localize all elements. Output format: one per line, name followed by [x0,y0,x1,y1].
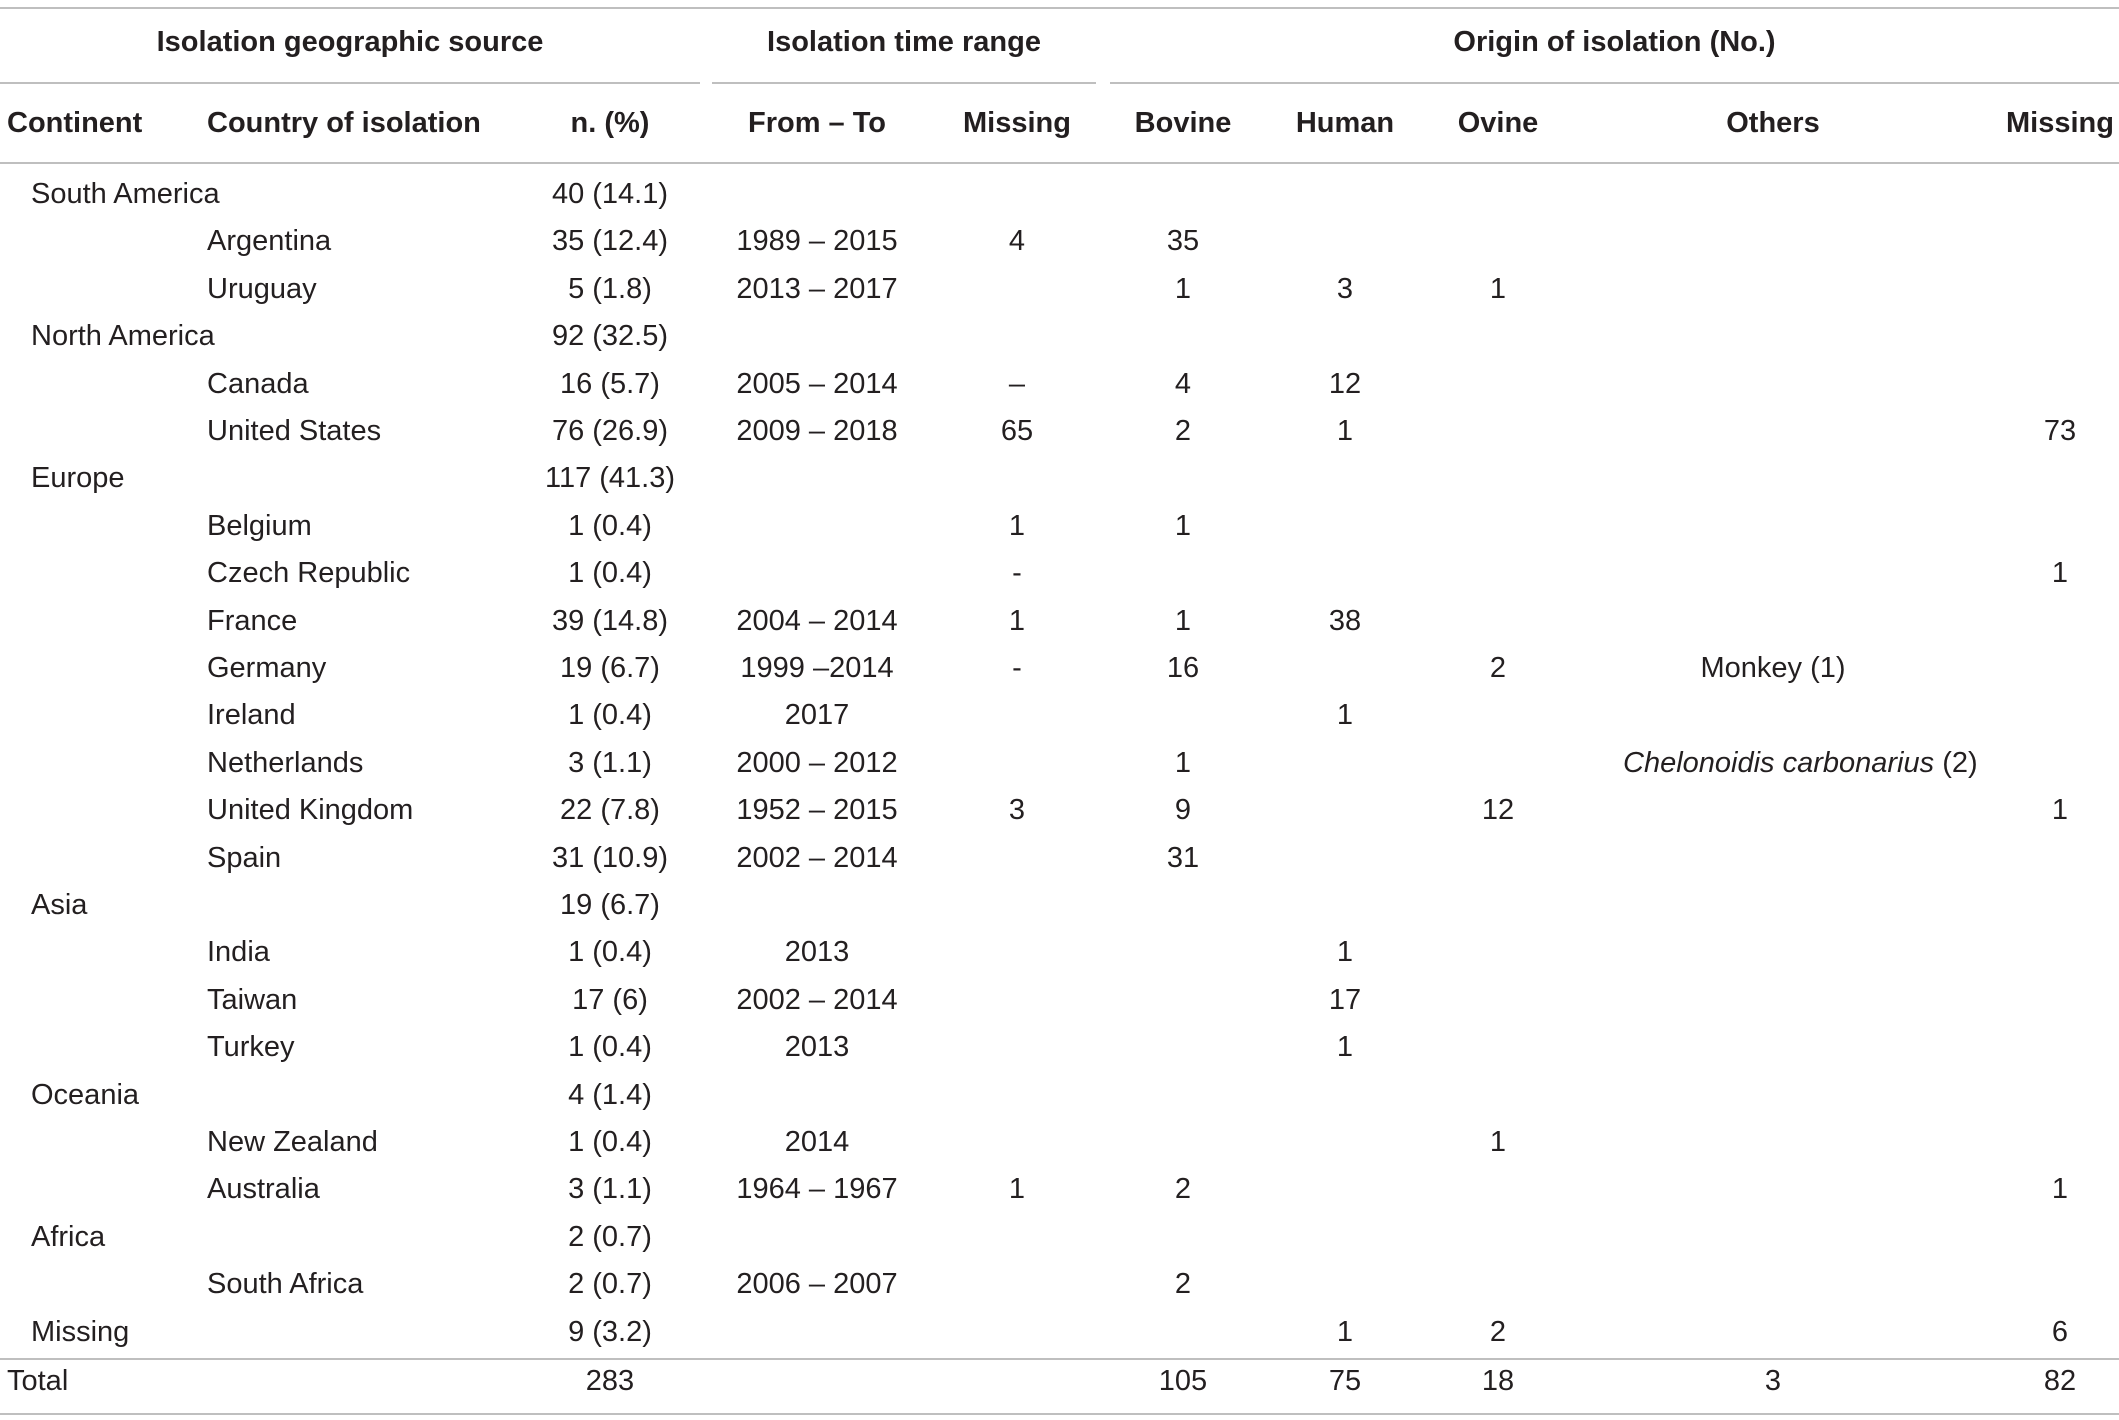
group-header-geo: Isolation geographic source [156,26,544,58]
cell-ovine: 2 [1489,1315,1507,1348]
cell-time-missing: 1 [1008,1173,1026,1206]
cell-country: Belgium [207,509,312,542]
cell-from-to: 2002 – 2014 [736,841,898,874]
cell-continent: Asia [31,889,88,921]
cell-ovine: 12 [1481,794,1515,827]
cell-n-pct: 2 (0.7) [568,1268,652,1301]
cell-continent: Europe [31,462,125,495]
table-row [0,882,2119,929]
group-rule-time [712,82,1096,84]
cell-n-pct: 1 (0.4) [568,1126,652,1158]
cell-n-pct: 3 (1.1) [568,1173,652,1206]
col-header-origin-missing: Missing [2006,107,2114,139]
cell-n-pct: 1 (0.4) [568,509,652,542]
cell-human: 17 [1328,983,1362,1016]
col-header-country: Country of isolation [207,107,481,139]
table-row [0,598,2119,645]
cell-time-missing: 4 [1008,225,1026,258]
cell-country: Czech Republic [207,557,411,590]
cell-n-pct: 9 (3.2) [568,1315,652,1348]
cell-n-pct: 1 (0.4) [568,699,652,732]
cell-country: Canada [207,367,309,400]
cell-country: Netherlands [207,746,364,779]
cell-country: France [207,604,298,637]
cell-n-pct: 35 (12.4) [551,225,669,258]
cell-human: 3 [1336,272,1354,305]
cell-country: Turkey [207,1031,295,1064]
cell-n-pct: 19 (6.7) [560,652,660,684]
cell-n-pct: 76 (26.9) [551,415,669,447]
cell-country: United Kingdom [207,794,414,827]
cell-from-to: 2004 – 2014 [736,604,898,637]
cell-human: 38 [1328,604,1362,637]
total-origin-missing: 82 [2043,1365,2077,1397]
col-header-continent: Continent [7,107,143,139]
cell-from-to: 2013 – 2017 [736,272,898,305]
cell-from-to: 1964 – 1967 [736,1173,898,1206]
total-ovine: 18 [1481,1365,1515,1397]
cell-n-pct: 4 (1.4) [568,1078,652,1111]
table-row [0,266,2119,313]
cell-ovine: 1 [1489,272,1507,305]
table-row [0,1261,2119,1308]
species-count: (2) [1934,746,1978,779]
cell-bovine: 1 [1174,746,1192,779]
cell-bovine: 4 [1174,367,1192,400]
table-row [0,503,2119,550]
cell-n-pct: 19 (6.7) [560,889,660,921]
total-row [0,1358,2119,1405]
cell-others [1623,740,1978,787]
cell-continent: Oceania [31,1078,140,1111]
species-name: Chelonoidis carbonarius [1623,746,1935,779]
cell-time-missing: 65 [1000,415,1034,447]
cell-origin-missing: 73 [2043,415,2077,447]
cell-country: Argentina [207,225,332,258]
cell-time-missing: 1 [1008,509,1026,542]
cell-human: 1 [1336,1315,1354,1348]
cell-origin-missing: 1 [2051,794,2069,827]
cell-bovine: 9 [1174,794,1192,827]
cell-country: New Zealand [207,1126,378,1158]
cell-country: Spain [207,841,282,874]
col-header-bovine: Bovine [1134,107,1232,139]
total-human: 75 [1328,1365,1362,1397]
group-rule-geo [0,82,700,84]
cell-n-pct: 40 (14.1) [551,178,669,210]
cell-bovine: 2 [1174,1173,1192,1206]
table-row [0,313,2119,360]
table-row [0,550,2119,597]
cell-continent: North America [31,320,215,353]
col-header-from-to: From – To [747,107,887,139]
table-row [0,361,2119,408]
cell-origin-missing: 1 [2051,557,2069,590]
cell-n-pct: 92 (32.5) [551,320,669,353]
cell-others: Monkey (1) [1700,652,1846,684]
table-row [0,977,2119,1024]
total-others: 3 [1764,1365,1782,1397]
cell-country: South Africa [207,1268,364,1301]
table-top-rule [0,7,2119,9]
cell-from-to: 1989 – 2015 [736,225,898,258]
group-rule-origin [1110,82,2119,84]
total-label: Total [7,1365,69,1397]
cell-bovine: 35 [1166,225,1200,258]
table-row [0,171,2119,218]
cell-from-to: 1999 –2014 [740,652,894,684]
cell-human: 1 [1336,699,1354,732]
cell-n-pct: 22 (7.8) [560,794,660,827]
cell-human: 1 [1336,415,1354,447]
cell-n-pct: 1 (0.4) [568,936,652,969]
cell-bovine: 2 [1174,415,1192,447]
cell-n-pct: 39 (14.8) [551,604,669,637]
cell-from-to: 2013 [784,1031,850,1064]
cell-bovine: 31 [1166,841,1200,874]
cell-human: 1 [1336,936,1354,969]
cell-continent: Africa [31,1220,106,1253]
cell-from-to: 2013 [784,936,850,969]
table-row [0,1072,2119,1119]
cell-n-pct: 5 (1.8) [568,272,652,305]
table-row [0,1309,2119,1356]
cell-from-to: 1952 – 2015 [736,794,898,827]
cell-country: Taiwan [207,983,298,1016]
table-bottom-rule [0,1413,2119,1415]
table-row [0,1119,2119,1166]
cell-n-pct: 117 (41.3) [544,462,676,495]
header-bottom-rule [0,162,2119,164]
col-header-others: Others [1726,107,1820,139]
cell-from-to: 2017 [784,699,850,732]
table-row [0,1024,2119,1071]
cell-n-pct: 2 (0.7) [568,1220,652,1253]
cell-country: United States [207,415,382,447]
table-row [0,692,2119,739]
table-row [0,787,2119,834]
table-row [0,929,2119,976]
cell-time-missing: - [1012,652,1022,684]
cell-bovine: 16 [1166,652,1200,684]
cell-n-pct: 1 (0.4) [568,557,652,590]
cell-country: India [207,936,270,969]
cell-from-to: 2014 [784,1126,850,1158]
cell-bovine: 1 [1174,272,1192,305]
table-row [0,408,2119,455]
total-bovine: 105 [1158,1365,1208,1397]
col-header-n-pct: n. (%) [570,107,650,139]
table-row [0,835,2119,882]
table-row [0,740,2119,787]
cell-country: Uruguay [207,272,317,305]
cell-bovine: 2 [1174,1268,1192,1301]
cell-time-missing: 3 [1008,794,1026,827]
cell-bovine: 1 [1174,509,1192,542]
cell-ovine: 1 [1489,1126,1507,1158]
cell-n-pct: 3 (1.1) [568,746,652,779]
table-row [0,1214,2119,1261]
group-header-origin: Origin of isolation (No.) [1453,26,1776,58]
cell-from-to: 2005 – 2014 [736,367,898,400]
cell-n-pct: 17 (6) [572,983,648,1016]
cell-time-missing: – [1008,367,1026,400]
cell-continent: South America [31,178,220,210]
col-header-human: Human [1295,107,1395,139]
col-header-ovine: Ovine [1457,107,1539,139]
table-row [0,645,2119,692]
cell-human: 1 [1336,1031,1354,1064]
cell-n-pct: 16 (5.7) [560,367,660,400]
cell-bovine: 1 [1174,604,1192,637]
table-row [0,455,2119,502]
group-header-time: Isolation time range [767,26,1041,58]
cell-country: Ireland [207,699,296,732]
table-row [0,1166,2119,1213]
cell-country: Germany [207,652,327,684]
cell-continent: Missing [31,1315,130,1348]
col-header-time-missing: Missing [963,107,1071,139]
cell-from-to: 2009 – 2018 [736,415,898,447]
cell-n-pct: 1 (0.4) [568,1031,652,1064]
cell-time-missing: 1 [1008,604,1026,637]
cell-time-missing: - [1012,557,1022,590]
cell-human: 12 [1328,367,1362,400]
cell-from-to: 2002 – 2014 [736,983,898,1016]
cell-ovine: 2 [1489,652,1507,684]
cell-origin-missing: 1 [2051,1173,2069,1206]
cell-from-to: 2006 – 2007 [736,1268,898,1301]
cell-from-to: 2000 – 2012 [736,746,898,779]
cell-origin-missing: 6 [2051,1315,2069,1348]
cell-n-pct: 31 (10.9) [551,841,669,874]
table-row [0,218,2119,265]
cell-country: Australia [207,1173,320,1206]
total-n: 283 [585,1365,635,1397]
